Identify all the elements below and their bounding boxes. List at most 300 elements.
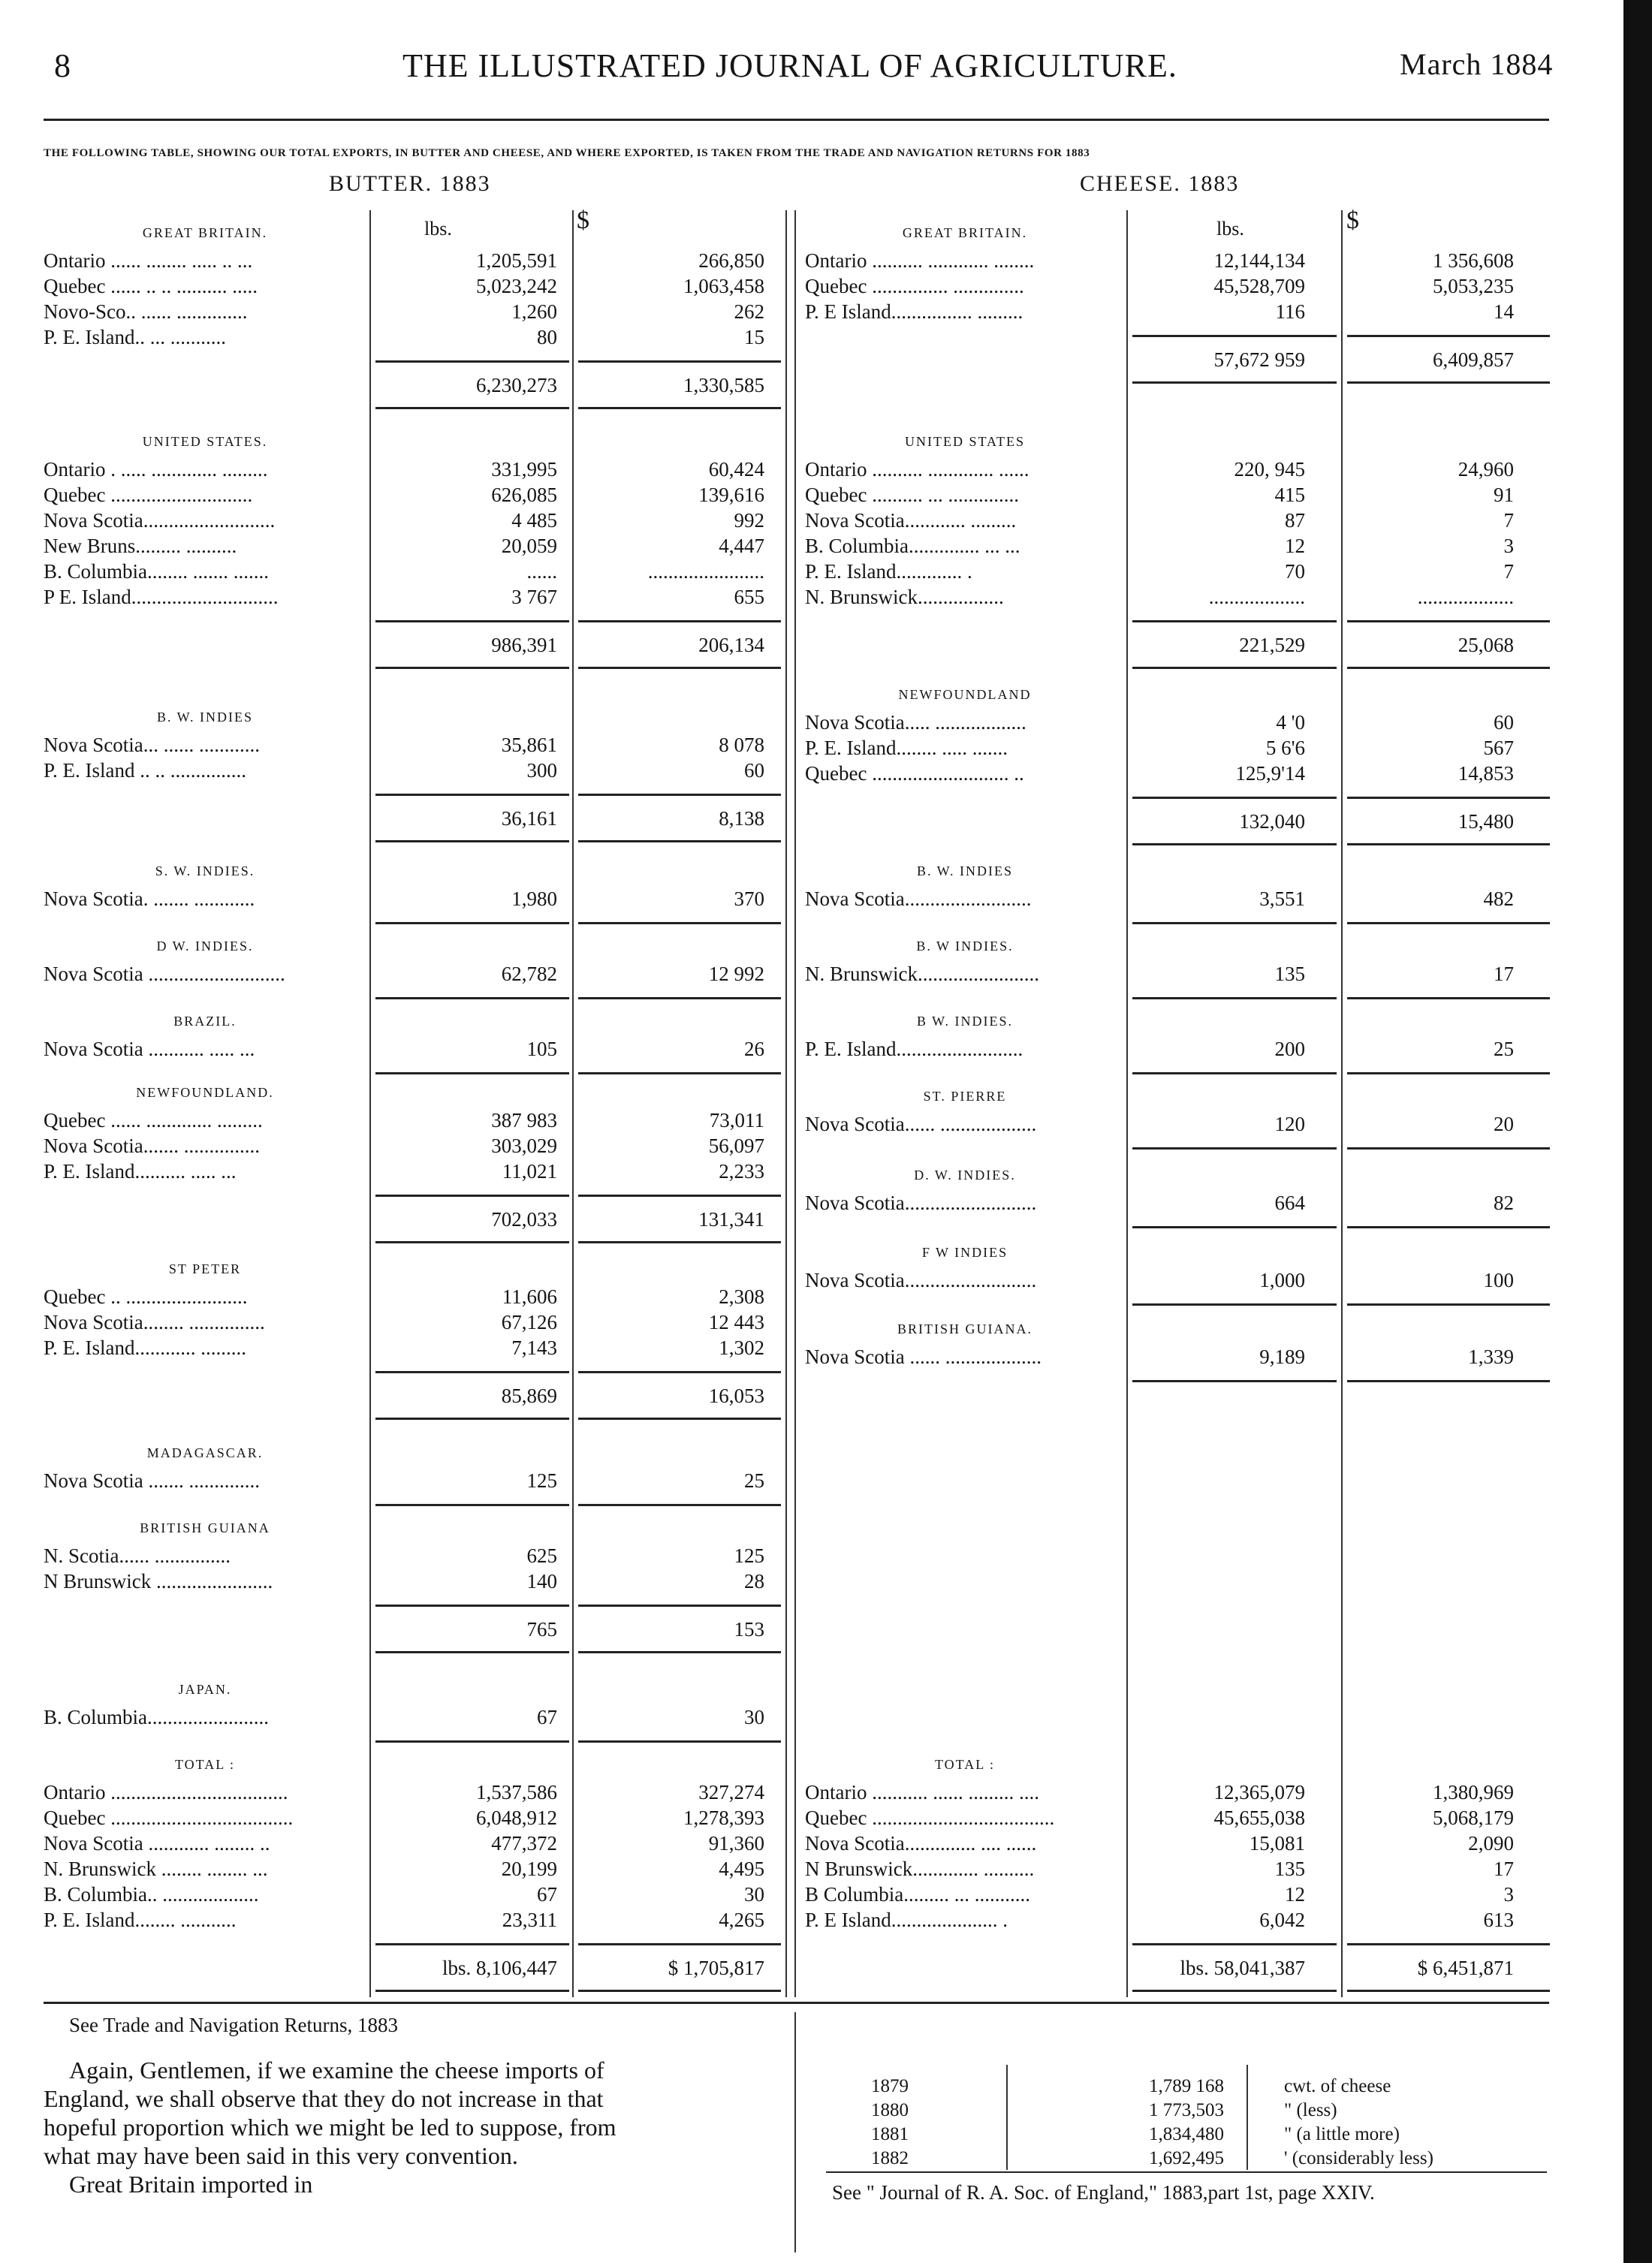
cheese-group-heading: B. W. INDIES bbox=[916, 863, 1013, 878]
cheese-sum-rule bbox=[1347, 1072, 1550, 1074]
source-note: See Trade and Navigation Returns, 1883 bbox=[69, 2014, 398, 2036]
butter-row-value: 370 bbox=[734, 887, 764, 910]
cheese-group-total-value: 6,409,857 bbox=[1433, 348, 1514, 371]
imports-divider-2 bbox=[1247, 2065, 1248, 2170]
cheese-group-total-lbs: 221,529 bbox=[1239, 634, 1305, 656]
butter-row-value: 4,447 bbox=[719, 535, 764, 557]
cheese-total-rule bbox=[1132, 1990, 1337, 1992]
cheese-row-name: N. Brunswick........................ bbox=[805, 963, 1039, 985]
cheese-dollar-header: $ bbox=[1346, 206, 1359, 234]
page-number: 8 bbox=[54, 47, 71, 84]
butter-group-total-value: 16,053 bbox=[708, 1385, 764, 1407]
cheese-row-value: 100 bbox=[1483, 1269, 1514, 1291]
butter-row-value: 4,265 bbox=[719, 1909, 764, 1931]
cheese-row-lbs: 125,9'14 bbox=[1235, 762, 1305, 785]
butter-group-total-value: 8,138 bbox=[719, 807, 764, 830]
cheese-row-name: Nova Scotia..... .................. bbox=[805, 711, 1026, 734]
cheese-group-heading: B W. INDIES. bbox=[916, 1014, 1013, 1029]
butter-group-total-value: 153 bbox=[734, 1618, 764, 1641]
butter-row-name: B. Columbia.. ................... bbox=[44, 1883, 259, 1906]
butter-row-lbs: 331,995 bbox=[491, 458, 557, 481]
butter-total-rule bbox=[375, 1651, 569, 1653]
cheese-row-name: N Brunswick............. .......... bbox=[805, 1858, 1035, 1880]
paragraph-line: Again, Gentlemen, if we examine the cheese imports of bbox=[69, 2057, 604, 2084]
cheese-sum-rule bbox=[1347, 997, 1550, 999]
butter-group-heading: ST PETER bbox=[168, 1261, 242, 1276]
butter-group-total-value: 206,134 bbox=[698, 634, 764, 656]
cheese-group-total-lbs: 132,040 bbox=[1239, 810, 1305, 833]
butter-row-value: 4,495 bbox=[719, 1858, 764, 1880]
butter-group-heading: D W. INDIES. bbox=[156, 939, 254, 954]
import-note: cwt. of cheese bbox=[1284, 2076, 1391, 2096]
cheese-group-heading: ST. PIERRE bbox=[923, 1089, 1007, 1104]
butter-row-lbs: 625 bbox=[526, 1544, 557, 1567]
butter-row-name: Nova Scotia ........... ..... ... bbox=[44, 1038, 255, 1060]
butter-row-name: Nova Scotia........ ............... bbox=[44, 1311, 265, 1333]
import-amount: 1,834,480 bbox=[1149, 2124, 1224, 2144]
butter-group-total-lbs: lbs. 8,106,447 bbox=[442, 1957, 557, 1979]
body-paragraph bbox=[44, 2056, 787, 2198]
butter-row-lbs: 387 983 bbox=[491, 1109, 557, 1132]
butter-lbs-header: lbs. bbox=[424, 218, 452, 240]
butter-row-name: Nova Scotia... ...... ............ bbox=[44, 734, 260, 756]
cheese-sum-rule bbox=[1132, 1147, 1337, 1150]
cheese-sum-rule bbox=[1132, 1380, 1337, 1382]
journal-title: THE ILLUSTRATED JOURNAL OF AGRICULTURE. bbox=[402, 47, 1177, 84]
butter-group-heading: MADAGASCAR. bbox=[146, 1445, 264, 1460]
cheese-row-value: 3 bbox=[1503, 535, 1514, 557]
cheese-row-name: Ontario ........... ...... ......... .... bbox=[805, 1781, 1039, 1803]
butter-row-value: 266,850 bbox=[698, 249, 764, 272]
butter-sum-rule bbox=[375, 1072, 569, 1074]
butter-row-name: Quebec ...... ............. ......... bbox=[44, 1109, 263, 1132]
cheese-row-value: 1,380,969 bbox=[1433, 1781, 1514, 1803]
butter-total-rule bbox=[375, 667, 569, 669]
butter-group-total-lbs: 36,161 bbox=[501, 807, 557, 830]
import-amount: 1,789 168 bbox=[1149, 2076, 1224, 2096]
butter-row-name: P. E. Island............ ......... bbox=[44, 1336, 246, 1359]
cheese-sum-rule bbox=[1132, 922, 1337, 924]
cheese-row-value: 5,068,179 bbox=[1433, 1806, 1514, 1829]
butter-row-value: 125 bbox=[734, 1544, 764, 1567]
butter-row-value: 2,308 bbox=[719, 1285, 764, 1308]
cheese-lbs-header: lbs. bbox=[1216, 218, 1244, 240]
cheese-sum-rule bbox=[1347, 1147, 1550, 1150]
cheese-row-name: Nova Scotia...... ................... bbox=[805, 1113, 1037, 1135]
butter-sum-rule bbox=[375, 620, 569, 622]
butter-row-name: Nova Scotia....... ............... bbox=[44, 1135, 260, 1157]
butter-group-heading: S. W. INDIES. bbox=[155, 863, 255, 878]
cheese-row-value: 3 bbox=[1503, 1883, 1514, 1906]
cheese-row-lbs: 116 bbox=[1275, 300, 1305, 323]
butter-row-name: Ontario ...... ........ ..... .. ... bbox=[44, 249, 253, 272]
butter-row-value: 8 078 bbox=[719, 734, 764, 756]
butter-total-rule bbox=[578, 1418, 781, 1420]
butter-sum-rule bbox=[375, 794, 569, 796]
cheese-row-value: 2,090 bbox=[1468, 1832, 1514, 1855]
cheese-row-name: P. E Island................ ......... bbox=[805, 300, 1023, 323]
butter-sum-rule bbox=[578, 1740, 781, 1743]
butter-row-lbs: 62,782 bbox=[501, 963, 557, 985]
cheese-sum-rule bbox=[1132, 1303, 1337, 1306]
butter-col-divider-1 bbox=[369, 210, 371, 1997]
cheese-row-lbs: 6,042 bbox=[1259, 1909, 1305, 1931]
cheese-sum-rule bbox=[1132, 1226, 1337, 1228]
butter-row-lbs: 1,205,591 bbox=[476, 249, 557, 272]
cheese-row-value: 14 bbox=[1494, 300, 1514, 323]
butter-row-name: Nova Scotia ........................... bbox=[44, 963, 285, 985]
butter-total-rule bbox=[375, 1418, 569, 1420]
center-divider bbox=[785, 210, 787, 1997]
cheese-sum-rule bbox=[1132, 797, 1337, 799]
cheese-row-name: Ontario .......... ............. ...... bbox=[805, 458, 1029, 481]
cheese-row-name: B Columbia......... ... ........... bbox=[805, 1883, 1031, 1906]
butter-row-value: 60 bbox=[744, 759, 764, 782]
cheese-row-lbs: 9,189 bbox=[1259, 1345, 1305, 1368]
butter-row-name: B. Columbia........................ bbox=[44, 1706, 270, 1728]
import-year: 1880 bbox=[871, 2100, 909, 2120]
table-caption: THE FOLLOWING TABLE, SHOWING OUR TOTAL EXPORTS, IN BUTTER AND CHEESE, AND WHERE EXPORTED, IS TAKEN FROM THE TRADE AND NAVIGATION RETURNS FOR 1883 bbox=[44, 147, 1090, 159]
cheese-row-value: 482 bbox=[1483, 887, 1514, 910]
cheese-sum-rule bbox=[1347, 1943, 1550, 1945]
butter-row-name: P E. Island............................. bbox=[44, 586, 279, 608]
cheese-row-lbs: 135 bbox=[1274, 1858, 1305, 1880]
butter-row-name: Quebec ............................ bbox=[44, 484, 253, 506]
butter-group-total-lbs: 702,033 bbox=[491, 1208, 557, 1231]
cheese-row-lbs: 70 bbox=[1285, 560, 1305, 583]
butter-row-lbs: 67 bbox=[537, 1883, 557, 1906]
cheese-sum-rule bbox=[1132, 1943, 1337, 1945]
butter-group-heading: B. W. INDIES bbox=[156, 710, 253, 725]
cheese-total-rule bbox=[1347, 1990, 1550, 1992]
butter-row-name: New Bruns......... .......... bbox=[44, 535, 237, 557]
butter-row-lbs: 1,980 bbox=[511, 887, 557, 910]
butter-total-rule bbox=[578, 1990, 781, 1992]
butter-row-name: Quebec ...... .. .. .......... ..... bbox=[44, 275, 258, 297]
cheese-row-lbs: 415 bbox=[1274, 484, 1305, 506]
butter-row-lbs: 303,029 bbox=[491, 1135, 557, 1157]
butter-row-lbs: 6,048,912 bbox=[476, 1806, 557, 1829]
footer-rule bbox=[44, 2002, 1549, 2004]
butter-row-lbs: ...... bbox=[526, 560, 557, 583]
cheese-row-lbs: 87 bbox=[1285, 509, 1305, 532]
butter-group-total-value: 1,330,585 bbox=[683, 374, 764, 396]
cheese-row-name: N. Brunswick................. bbox=[805, 586, 1004, 608]
center-divider-2 bbox=[794, 210, 796, 1997]
cheese-total-rule bbox=[1132, 843, 1337, 845]
butter-group-heading: BRITISH GUIANA bbox=[140, 1520, 270, 1535]
cheese-group-total-value: 15,480 bbox=[1458, 810, 1514, 833]
cheese-row-lbs: 1,000 bbox=[1259, 1269, 1305, 1291]
butter-row-value: 327,274 bbox=[698, 1781, 764, 1803]
cheese-col-divider-1 bbox=[1126, 210, 1128, 1997]
butter-row-name: Nova Scotia.......................... bbox=[44, 509, 276, 532]
butter-total-rule bbox=[578, 1241, 781, 1243]
paragraph-line: England, we shall observe that they do not increase in that bbox=[44, 2085, 604, 2112]
butter-row-lbs: 477,372 bbox=[491, 1832, 557, 1855]
butter-row-value: 30 bbox=[744, 1883, 764, 1906]
butter-total-rule bbox=[375, 840, 569, 842]
butter-row-name: Quebec .. ........................ bbox=[44, 1285, 248, 1308]
cheese-group-total-value: $ 6,451,871 bbox=[1417, 1957, 1514, 1979]
butter-sum-rule bbox=[578, 620, 781, 622]
cheese-sum-rule bbox=[1132, 997, 1337, 999]
butter-sum-rule bbox=[578, 997, 781, 999]
butter-row-name: Quebec .................................... bbox=[44, 1806, 294, 1829]
cheese-row-name: Nova Scotia.............. .... ...... bbox=[805, 1832, 1037, 1855]
cheese-group-total-value: 25,068 bbox=[1458, 634, 1514, 656]
butter-group-total-lbs: 765 bbox=[526, 1618, 557, 1641]
butter-row-value: 15 bbox=[744, 326, 764, 348]
cheese-row-name: Nova Scotia......................... bbox=[805, 887, 1032, 910]
footer-divider bbox=[794, 2012, 796, 2252]
butter-group-heading: TOTAL : bbox=[174, 1757, 236, 1772]
butter-row-value: 655 bbox=[734, 586, 764, 608]
butter-group-total-value: 131,341 bbox=[698, 1208, 764, 1231]
header-rule bbox=[44, 119, 1549, 121]
butter-row-value: 1,063,458 bbox=[683, 275, 764, 297]
butter-row-name: P. E. Island........ ........... bbox=[44, 1909, 237, 1931]
cheese-sum-rule bbox=[1132, 335, 1337, 337]
cheese-group-total-lbs: lbs. 58,041,387 bbox=[1180, 1957, 1305, 1979]
butter-group-heading: JAPAN. bbox=[178, 1682, 232, 1697]
butter-row-lbs: 300 bbox=[526, 759, 557, 782]
cheese-total-rule bbox=[1132, 381, 1337, 384]
butter-row-value: 30 bbox=[744, 1706, 764, 1728]
butter-sum-rule bbox=[375, 1504, 569, 1506]
cheese-row-value: 1,339 bbox=[1468, 1345, 1514, 1368]
butter-total-rule bbox=[578, 840, 781, 842]
cheese-sum-rule bbox=[1347, 1380, 1550, 1382]
imports-rule bbox=[826, 2171, 1547, 2173]
butter-row-lbs: 105 bbox=[526, 1038, 557, 1060]
cheese-row-value: 25 bbox=[1494, 1038, 1514, 1060]
cheese-row-value: 7 bbox=[1503, 509, 1514, 532]
cheese-group-heading: F W INDIES bbox=[921, 1245, 1008, 1260]
cheese-total-rule bbox=[1347, 381, 1550, 384]
butter-row-lbs: 626,085 bbox=[491, 484, 557, 506]
cheese-total-rule bbox=[1347, 667, 1550, 669]
butter-row-lbs: 125 bbox=[526, 1469, 557, 1492]
cheese-row-lbs: 12,144,134 bbox=[1213, 249, 1305, 272]
butter-row-value: 60,424 bbox=[708, 458, 764, 481]
butter-row-value: 992 bbox=[734, 509, 764, 532]
butter-row-value: 12 443 bbox=[708, 1311, 764, 1333]
cheese-row-value: 20 bbox=[1494, 1113, 1514, 1135]
paragraph-indent-line: Great Britain imported in bbox=[69, 2171, 313, 2198]
cheese-row-lbs: 45,655,038 bbox=[1213, 1806, 1305, 1829]
butter-sum-rule bbox=[375, 1605, 569, 1607]
butter-sum-rule bbox=[578, 1195, 781, 1197]
butter-row-name: Nova Scotia ............ ........ .. bbox=[44, 1832, 270, 1855]
butter-row-name: P. E. Island.. ... ........... bbox=[44, 326, 226, 348]
cheese-row-name: Nova Scotia.......................... bbox=[805, 1269, 1037, 1291]
cheese-row-value: 14,853 bbox=[1458, 762, 1514, 785]
cheese-row-lbs: 135 bbox=[1274, 963, 1305, 985]
butter-row-lbs: 140 bbox=[526, 1570, 557, 1593]
cheese-group-heading: BRITISH GUIANA. bbox=[897, 1321, 1032, 1336]
cheese-group-heading: TOTAL : bbox=[934, 1757, 996, 1772]
cheese-row-name: Quebec ............... .............. bbox=[805, 275, 1024, 297]
butter-row-value: 56,097 bbox=[708, 1135, 764, 1157]
cheese-row-name: Ontario .......... ............ ........ bbox=[805, 249, 1035, 272]
cheese-col-divider-2 bbox=[1341, 210, 1343, 1997]
cheese-row-name: Quebec ........................... .. bbox=[805, 762, 1024, 785]
cheese-title: CHEESE. 1883 bbox=[1080, 171, 1240, 196]
butter-group-heading: BRAZIL. bbox=[173, 1014, 237, 1029]
paragraph-line: what may have been said in this very convention. bbox=[44, 2142, 518, 2169]
butter-row-name: Ontario . ..... ............. ......... bbox=[44, 458, 268, 481]
butter-row-lbs: 5,023,242 bbox=[476, 275, 557, 297]
butter-sum-rule bbox=[375, 1371, 569, 1373]
butter-total-rule bbox=[375, 407, 569, 409]
butter-total-rule bbox=[375, 1990, 569, 1992]
citation: See " Journal of R. A. Soc. of England," 1883,part 1st, page XXIV. bbox=[832, 2181, 1375, 2204]
butter-row-name: Novo-Sco.. ...... .............. bbox=[44, 300, 248, 323]
import-year: 1882 bbox=[871, 2148, 909, 2168]
cheese-group-heading: GREAT BRITAIN. bbox=[902, 225, 1028, 240]
cheese-sum-rule bbox=[1347, 797, 1550, 799]
cheese-row-name: P. E. Island............. . bbox=[805, 560, 972, 583]
butter-row-name: B. Columbia........ ....... ....... bbox=[44, 560, 270, 583]
import-year: 1879 bbox=[871, 2076, 909, 2096]
butter-row-value: ....................... bbox=[647, 560, 764, 583]
cheese-row-value: 7 bbox=[1503, 560, 1514, 583]
cheese-row-lbs: 3,551 bbox=[1259, 887, 1305, 910]
butter-row-lbs: 11,021 bbox=[502, 1160, 557, 1183]
butter-title: BUTTER. 1883 bbox=[329, 171, 491, 196]
cheese-row-lbs: 45,528,709 bbox=[1213, 275, 1305, 297]
butter-row-lbs: 20,199 bbox=[501, 1858, 557, 1880]
issue-date: March 1884 bbox=[1400, 47, 1554, 81]
cheese-row-lbs: 15,081 bbox=[1249, 1832, 1305, 1855]
butter-row-name: P. E. Island.......... ..... ... bbox=[44, 1160, 237, 1183]
butter-sum-rule bbox=[375, 1195, 569, 1197]
import-year: 1881 bbox=[871, 2124, 909, 2144]
cheese-row-value: 1 356,608 bbox=[1433, 249, 1514, 272]
butter-group-total-lbs: 85,869 bbox=[501, 1385, 557, 1407]
butter-row-value: 91,360 bbox=[708, 1832, 764, 1855]
butter-sum-rule bbox=[578, 1943, 781, 1945]
butter-row-lbs: 11,606 bbox=[502, 1285, 557, 1308]
butter-sum-rule bbox=[375, 360, 569, 363]
cheese-row-lbs: ................... bbox=[1208, 586, 1305, 608]
butter-group-total-lbs: 6,230,273 bbox=[476, 374, 557, 396]
cheese-row-name: P. E. Island........ ..... ....... bbox=[805, 737, 1008, 759]
butter-row-lbs: 1,537,586 bbox=[476, 1781, 557, 1803]
butter-row-name: Nova Scotia. ....... ............ bbox=[44, 887, 255, 910]
cheese-row-lbs: 220, 945 bbox=[1234, 458, 1305, 481]
butter-row-lbs: 3 767 bbox=[511, 586, 557, 608]
cheese-row-name: Quebec .................................... bbox=[805, 1806, 1055, 1829]
butter-total-rule bbox=[578, 667, 781, 669]
butter-group-heading: NEWFOUNDLAND. bbox=[136, 1085, 274, 1100]
cheese-total-rule bbox=[1347, 843, 1550, 845]
butter-row-name: N. Brunswick ........ ........ ... bbox=[44, 1858, 268, 1880]
cheese-row-value: 613 bbox=[1483, 1909, 1514, 1931]
butter-row-lbs: 20,059 bbox=[501, 535, 557, 557]
cheese-row-lbs: 120 bbox=[1274, 1113, 1305, 1135]
butter-dollar-header: $ bbox=[577, 206, 589, 234]
butter-row-lbs: 1,260 bbox=[511, 300, 557, 323]
butter-row-value: 25 bbox=[744, 1469, 764, 1492]
cheese-sum-rule bbox=[1347, 620, 1550, 622]
butter-row-value: 12 992 bbox=[708, 963, 764, 985]
import-amount: 1 773,503 bbox=[1149, 2100, 1224, 2120]
cheese-row-lbs: 5 6'6 bbox=[1265, 737, 1305, 759]
butter-sum-rule bbox=[375, 1740, 569, 1743]
cheese-row-value: 567 bbox=[1483, 737, 1514, 759]
butter-total-rule bbox=[578, 1651, 781, 1653]
cheese-row-name: P. E. Island......................... bbox=[805, 1038, 1023, 1060]
butter-sum-rule bbox=[375, 1943, 569, 1945]
imports-divider-1 bbox=[1006, 2065, 1008, 2170]
butter-sum-rule bbox=[375, 997, 569, 999]
butter-row-lbs: 4 485 bbox=[511, 509, 557, 532]
butter-total-rule bbox=[375, 1241, 569, 1243]
cheese-group-heading: B. W INDIES. bbox=[916, 939, 1014, 954]
cheese-row-name: P. E Island..................... . bbox=[805, 1909, 1008, 1931]
butter-row-value: 139,616 bbox=[698, 484, 764, 506]
butter-row-name: N. Scotia...... ............... bbox=[44, 1544, 231, 1567]
cheese-row-name: Nova Scotia............ ......... bbox=[805, 509, 1017, 532]
butter-row-lbs: 67 bbox=[537, 1706, 557, 1728]
butter-sum-rule bbox=[578, 360, 781, 363]
cheese-row-name: Nova Scotia.......................... bbox=[805, 1192, 1037, 1214]
butter-sum-rule bbox=[578, 922, 781, 924]
butter-row-value: 2,233 bbox=[719, 1160, 764, 1183]
butter-row-name: P. E. Island .. .. ............... bbox=[44, 759, 246, 782]
butter-row-lbs: 23,311 bbox=[502, 1909, 557, 1931]
butter-sum-rule bbox=[578, 1072, 781, 1074]
import-note: " (less) bbox=[1284, 2100, 1337, 2120]
butter-group-total-value: $ 1,705,817 bbox=[668, 1957, 764, 1979]
butter-row-value: 73,011 bbox=[709, 1109, 764, 1132]
cheese-sum-rule bbox=[1132, 620, 1337, 622]
cheese-row-value: ................... bbox=[1417, 586, 1514, 608]
butter-group-heading: UNITED STATES. bbox=[142, 434, 268, 449]
cheese-row-lbs: 12,365,079 bbox=[1213, 1781, 1305, 1803]
paragraph-line: hopeful proportion which we might be led to suppose, from bbox=[44, 2114, 616, 2141]
cheese-sum-rule bbox=[1347, 1226, 1550, 1228]
butter-total-rule bbox=[578, 407, 781, 409]
cheese-sum-rule bbox=[1347, 335, 1550, 337]
page-edge-shadow bbox=[1623, 0, 1652, 2263]
import-note: ' (considerably less) bbox=[1284, 2148, 1433, 2168]
cheese-group-total-lbs: 57,672 959 bbox=[1213, 348, 1305, 371]
butter-row-lbs: 67,126 bbox=[501, 1311, 557, 1333]
cheese-row-lbs: 12 bbox=[1285, 1883, 1305, 1906]
cheese-row-value: 17 bbox=[1494, 963, 1514, 985]
butter-row-value: 28 bbox=[744, 1570, 764, 1593]
cheese-row-value: 24,960 bbox=[1458, 458, 1514, 481]
import-note: " (a little more) bbox=[1284, 2124, 1400, 2144]
cheese-row-lbs: 12 bbox=[1285, 535, 1305, 557]
butter-group-total-lbs: 986,391 bbox=[491, 634, 557, 656]
butter-col-divider-2 bbox=[572, 210, 574, 1997]
butter-row-value: 1,302 bbox=[719, 1336, 764, 1359]
cheese-row-value: 82 bbox=[1494, 1192, 1514, 1214]
butter-row-name: N Brunswick ....................... bbox=[44, 1570, 273, 1593]
butter-row-value: 262 bbox=[734, 300, 764, 323]
butter-row-lbs: 80 bbox=[537, 326, 557, 348]
butter-sum-rule bbox=[578, 1504, 781, 1506]
butter-row-name: Nova Scotia ....... .............. bbox=[44, 1469, 260, 1492]
butter-row-value: 1,278,393 bbox=[683, 1806, 764, 1829]
butter-group-heading: GREAT BRITAIN. bbox=[142, 225, 268, 240]
cheese-row-lbs: 664 bbox=[1274, 1192, 1305, 1214]
butter-sum-rule bbox=[578, 1605, 781, 1607]
